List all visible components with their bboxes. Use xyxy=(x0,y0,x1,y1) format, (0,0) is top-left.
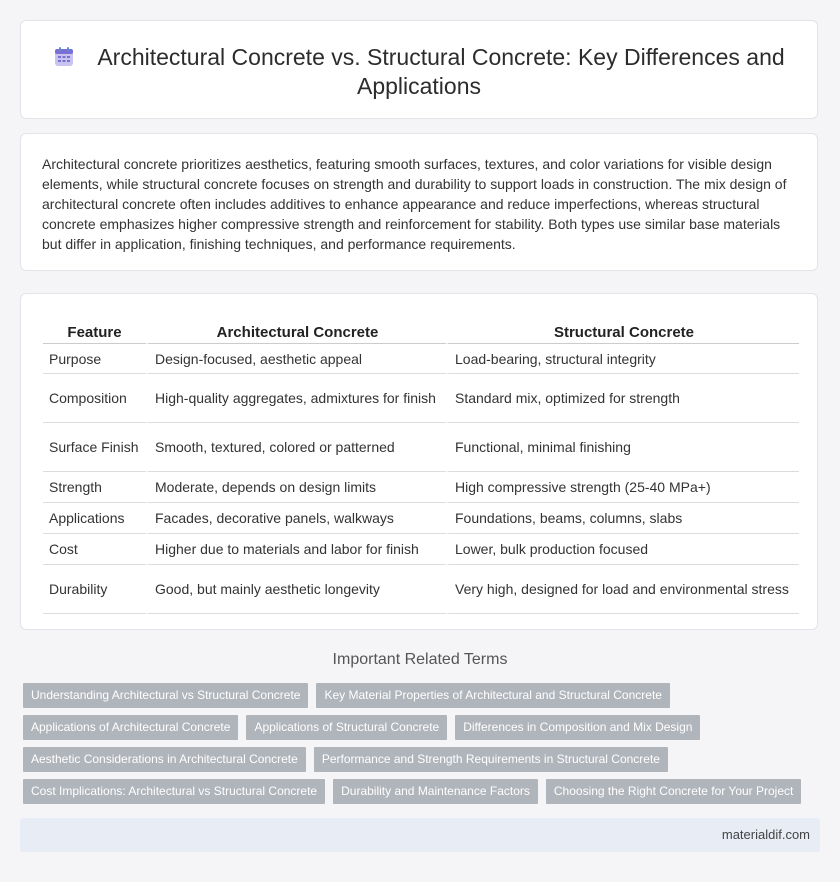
structural-cell: High compressive strength (25-40 MPa+) xyxy=(446,472,799,503)
structural-cell: Standard mix, optimized for strength xyxy=(446,374,799,423)
structural-cell: Foundations, beams, columns, slabs xyxy=(446,503,799,534)
header-architectural: Architectural Concrete xyxy=(146,315,446,344)
intro-card xyxy=(20,133,818,271)
feature-cell: Purpose xyxy=(43,344,146,374)
table-row xyxy=(43,344,799,374)
intro-paragraph: Architectural concrete prioritizes aesthetics, featuring smooth surfaces, textures, and color variations for visible design elements, while structural concrete focuses on strength and durability to support loads in construction. The mix design of architectural concrete often includes additives to enhance appearance and reduce imperfections, whereas structural concrete emphasizes higher compressive strength and reinforcement for stability. Both types use similar base materials but differ in application, finishing techniques, and performance requirements. xyxy=(42,156,787,252)
feature-cell: Composition xyxy=(43,374,146,423)
feature-cell: Surface Finish xyxy=(43,423,146,472)
related-term-link[interactable]: Durability and Maintenance Factors xyxy=(333,779,538,804)
footer-site-name[interactable]: materialdif.com xyxy=(721,827,810,842)
feature-cell: Applications xyxy=(43,503,146,534)
structural-cell: Lower, bulk production focused xyxy=(446,534,799,565)
architectural-cell: Higher due to materials and labor for finish xyxy=(146,534,446,565)
related-term-link[interactable]: Understanding Architectural vs Structural Concrete xyxy=(23,683,308,708)
comparison-table-card xyxy=(20,293,818,630)
table-row xyxy=(43,534,799,565)
architectural-cell: Good, but mainly aesthetic longevity xyxy=(146,565,446,614)
related-terms-heading: Important Related Terms xyxy=(332,651,508,668)
comparison-table xyxy=(43,315,799,614)
architectural-cell: High-quality aggregates, admixtures for finish xyxy=(146,374,446,423)
related-term-link[interactable]: Choosing the Right Concrete for Your Project xyxy=(546,779,801,804)
feature-cell: Cost xyxy=(43,534,146,565)
header-card xyxy=(20,20,818,119)
calendar-icon xyxy=(53,46,75,68)
footer-bar xyxy=(20,818,820,852)
feature-cell: Strength xyxy=(43,472,146,503)
related-terms-list xyxy=(23,683,823,811)
header-structural: Structural Concrete xyxy=(446,315,799,344)
table-row xyxy=(43,374,799,423)
related-term-link[interactable]: Differences in Composition and Mix Design xyxy=(455,715,700,740)
page-title-text: Architectural Concrete vs. Structural Concrete: Key Differences and Applications xyxy=(97,44,785,99)
related-term-link[interactable]: Cost Implications: Architectural vs Structural Concrete xyxy=(23,779,325,804)
structural-cell: Very high, designed for load and environmental stress xyxy=(446,565,799,614)
page-title xyxy=(21,43,817,101)
related-term-link[interactable]: Key Material Properties of Architectural and Structural Concrete xyxy=(316,683,670,708)
structural-cell: Load-bearing, structural integrity xyxy=(446,344,799,374)
related-term-link[interactable]: Aesthetic Considerations in Architectural Concrete xyxy=(23,747,306,772)
architectural-cell: Moderate, depends on design limits xyxy=(146,472,446,503)
feature-cell: Durability xyxy=(43,565,146,614)
header-feature: Feature xyxy=(43,315,146,344)
related-term-link[interactable]: Applications of Architectural Concrete xyxy=(23,715,238,740)
architectural-cell: Facades, decorative panels, walkways xyxy=(146,503,446,534)
table-row xyxy=(43,472,799,503)
table-row xyxy=(43,565,799,614)
related-term-link[interactable]: Applications of Structural Concrete xyxy=(246,715,447,740)
structural-cell: Functional, minimal finishing xyxy=(446,423,799,472)
table-row xyxy=(43,423,799,472)
related-term-link[interactable]: Performance and Strength Requirements in Structural Concrete xyxy=(314,747,668,772)
architectural-cell: Smooth, textured, colored or patterned xyxy=(146,423,446,472)
table-row xyxy=(43,503,799,534)
architectural-cell: Design-focused, aesthetic appeal xyxy=(146,344,446,374)
